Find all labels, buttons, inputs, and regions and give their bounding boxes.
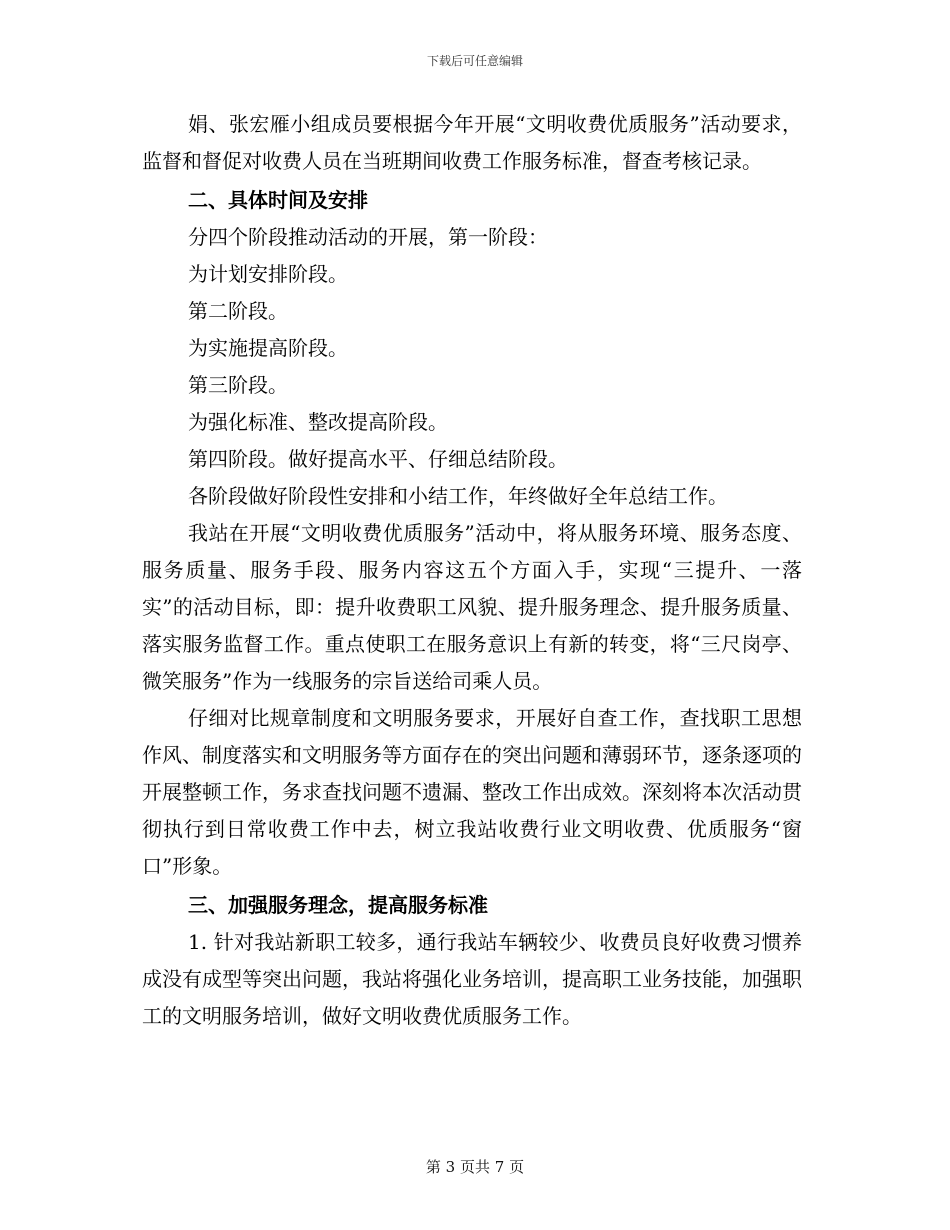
paragraph-summary: 各阶段做好阶段性安排和小结工作，年终做好全年总结工作。 xyxy=(188,484,728,508)
paragraph-stage-2: 为实施提高阶段。 xyxy=(188,336,348,360)
paragraph-stage-1: 为计划安排阶段。 xyxy=(188,262,348,286)
paragraph-self-check: 仔细对比规章制度和文明服务要求，开展好自查工作，查找职工思想作风、制度落实和文明服务等方面存在的突出问题和薄弱环节，逐条逐项的开展整顿工作，务求查找问题不遗漏、整改工作出成效。深刻将本次活动贯彻执行到日常收费工作中去，树立我站收费行业文明收费、优质服务“窗口”形象。 xyxy=(142,706,802,878)
page-header: 下载后可任意编辑 xyxy=(426,54,523,68)
paragraph-stage-3-title: 第三阶段。 xyxy=(188,373,288,397)
paragraph-activity-goals: 我站在开展“文明收费优质服务”活动中，将从服务环境、服务态度、服务质量、服务手段、服务内容这五个方面入手，实现“三提升、一落实”的活动目标，即：提升收费职工风貌、提升服务理念、提升服务质量、落实服务监督工作。重点使职工在服务意识上有新的转变，将“三尺岗亭、微笑服务”作为一线服务的宗旨送给司乘人员。 xyxy=(142,521,802,693)
paragraph-item-1: 1. 针对我站新职工较多，通行我站车辆较少、收费员良好收费习惯养成没有成型等突出问题，我站将强化业务培训，提高职工业务技能，加强职工的文明服务培训，做好文明收费优质服务工作。 xyxy=(142,930,802,1028)
paragraph-stages-intro: 分四个阶段推动活动的开展，第一阶段： xyxy=(188,225,548,249)
section-heading-2: 二、具体时间及安排 xyxy=(188,188,368,212)
paragraph-continuation: 娟、张宏雁小组成员要根据今年开展“文明收费优质服务”活动要求，监督和督促对收费人员在当班期间收费工作服务标准，督查考核记录。 xyxy=(142,112,802,173)
section-heading-3: 三、加强服务理念，提高服务标准 xyxy=(188,893,488,917)
page-footer: 第 3 页共 7 页 xyxy=(425,1158,525,1176)
paragraph-stage-3: 为强化标准、整改提高阶段。 xyxy=(188,410,448,434)
paragraph-stage-2-title: 第二阶段。 xyxy=(188,299,288,323)
paragraph-stage-4: 第四阶段。做好提高水平、仔细总结阶段。 xyxy=(188,447,568,471)
document-body xyxy=(142,106,802,1035)
